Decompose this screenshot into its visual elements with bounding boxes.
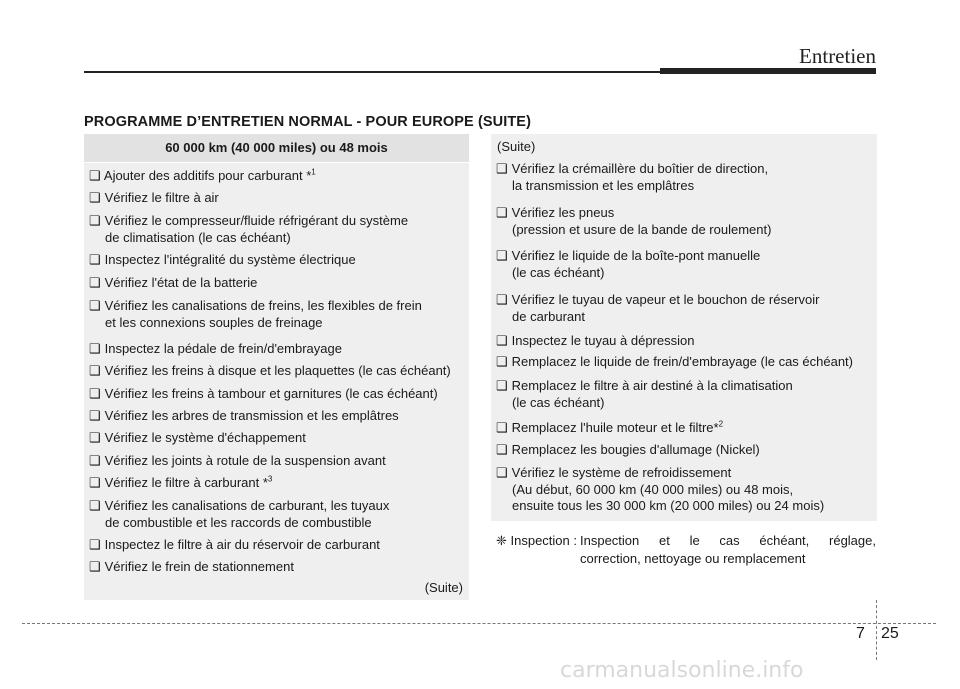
checklist-item xyxy=(496,248,760,281)
continued-from-label: (Suite) xyxy=(497,139,536,154)
checklist-item xyxy=(89,408,399,425)
checklist-item xyxy=(89,537,380,554)
checklist-item-text: Vérifiez les pneus xyxy=(508,205,615,220)
checkbox-icon: ❑ xyxy=(89,386,101,401)
checkbox-icon: ❑ xyxy=(496,333,508,348)
interval-heading: 60 000 km (40 000 miles) ou 48 mois xyxy=(84,134,469,163)
checklist-item xyxy=(496,161,768,194)
footnote-marker: 3 xyxy=(267,474,273,484)
checkbox-icon: ❑ xyxy=(89,213,101,228)
checkbox-icon: ❑ xyxy=(89,559,101,574)
section-title: PROGRAMME D’ENTRETIEN NORMAL - POUR EUROPE (SUITE) xyxy=(84,114,531,130)
checklist-item-text: Vérifiez les freins à disque et les plaquettes (le cas échéant) xyxy=(101,363,451,378)
watermark: carmanualsonline.info xyxy=(560,658,804,683)
checkbox-icon: ❑ xyxy=(496,465,508,480)
checkbox-icon: ❑ xyxy=(496,378,508,393)
chapter-header-title: Entretien xyxy=(799,44,876,68)
right-column xyxy=(491,134,877,521)
checklist-item-text: Vérifiez le filtre à carburant * xyxy=(101,475,268,490)
checklist-item xyxy=(496,442,760,459)
checkbox-icon: ❑ xyxy=(496,420,508,435)
checklist-item-text: Inspectez le filtre à air du réservoir de carburant xyxy=(101,537,380,552)
footer-dashed-divider xyxy=(876,600,877,660)
checklist-item-text: Remplacez le filtre à air destiné à la climatisation xyxy=(508,378,793,393)
checklist-item-text: Vérifiez le système d'échappement xyxy=(101,430,306,445)
checklist-item-continuation: (pression et usure de la bande de roulement) xyxy=(512,221,772,237)
checklist-item-text: Vérifiez les arbres de transmission et les emplâtres xyxy=(101,408,399,423)
page-number: 25 xyxy=(881,625,899,642)
header-rule xyxy=(84,71,660,73)
checklist-item xyxy=(496,354,853,371)
checklist-item-continuation: de carburant xyxy=(512,308,585,324)
checklist-item-text: Vérifiez les joints à rotule de la suspension avant xyxy=(101,453,386,468)
checklist-item-text: Vérifiez le compresseur/fluide réfrigérant du système xyxy=(101,213,409,228)
checkbox-icon: ❑ xyxy=(89,190,101,205)
checkbox-icon: ❑ xyxy=(89,430,101,445)
checkbox-icon: ❑ xyxy=(89,341,101,356)
checklist-item xyxy=(496,465,824,515)
checklist-item xyxy=(89,386,438,403)
checkbox-icon: ❑ xyxy=(89,408,101,423)
footnote-marker: 1 xyxy=(311,167,316,177)
checklist-item-continuation: de combustible et les raccords de combustible xyxy=(105,514,372,530)
chapter-number: 7 xyxy=(856,625,865,642)
checkbox-icon: ❑ xyxy=(89,537,101,552)
checklist-item xyxy=(496,205,771,238)
checklist-item xyxy=(496,333,694,350)
checkbox-icon: ❑ xyxy=(496,442,508,457)
checklist-item-text: Vérifiez les canalisations de freins, les flexibles de frein xyxy=(101,298,422,313)
checklist-item-text: Inspectez le tuyau à dépression xyxy=(508,333,695,348)
checkbox-icon: ❑ xyxy=(496,292,508,307)
checklist-item xyxy=(89,453,386,470)
checkbox-icon: ❑ xyxy=(496,248,508,263)
checkbox-icon: ❑ xyxy=(496,161,508,176)
checkbox-icon: ❑ xyxy=(89,275,101,290)
checklist-item-text: Remplacez l'huile moteur et le filtre* xyxy=(508,420,719,435)
checklist-item-text: Vérifiez le tuyau de vapeur et le bouchon de réservoir xyxy=(508,292,820,307)
checklist-item-text: Vérifiez les freins à tambour et garnitures (le cas échéant) xyxy=(101,386,438,401)
checklist-item-text: Remplacez le liquide de frein/d'embrayage (le cas échéant) xyxy=(508,354,854,369)
footnote-marker: 2 xyxy=(718,419,724,429)
note-line-1: Inspection et le cas échéant, réglage, xyxy=(580,533,876,548)
checkbox-icon: ❑ xyxy=(89,475,101,490)
checkbox-icon: ❑ xyxy=(89,298,101,313)
note-label: ❈ Inspection : xyxy=(496,533,577,548)
checklist-item xyxy=(496,420,723,437)
checklist-item xyxy=(89,341,342,358)
checkbox-icon: ❑ xyxy=(89,252,101,267)
checkbox-icon: ❑ xyxy=(496,205,508,220)
checkbox-icon: ❑ xyxy=(89,168,101,183)
checklist-item-continuation: la transmission et les emplâtres xyxy=(512,177,695,193)
checklist-item-continuation: (Au début, 60 000 km (40 000 miles) ou 48 mois, xyxy=(512,481,794,497)
checklist-item xyxy=(89,498,389,531)
checklist-item xyxy=(89,298,422,331)
checklist-item-text: Vérifiez les canalisations de carburant, les tuyaux xyxy=(101,498,390,513)
checklist-item xyxy=(89,363,451,380)
checklist-item xyxy=(89,559,294,576)
header-rule-thick xyxy=(660,68,876,74)
checkbox-icon: ❑ xyxy=(89,453,101,468)
checklist-item-text: Inspectez l'intégralité du système électrique xyxy=(101,252,356,267)
checklist-item-text: Inspectez la pédale de frein/d'embrayage xyxy=(101,341,342,356)
checklist-item-text: Vérifiez le filtre à air xyxy=(101,190,219,205)
checklist-item-continuation: (le cas échéant) xyxy=(512,394,605,410)
checklist-item-continuation: de climatisation (le cas échéant) xyxy=(105,229,291,245)
note-line-2: correction, nettoyage ou remplacement xyxy=(580,551,806,566)
checklist-item-text: Vérifiez le système de refroidissement xyxy=(508,465,732,480)
checklist-item xyxy=(496,378,793,411)
checklist-item-text: Remplacez les bougies d'allumage (Nickel) xyxy=(508,442,760,457)
checklist-item xyxy=(89,213,408,246)
checklist-item xyxy=(496,292,819,325)
continued-label: (Suite) xyxy=(424,580,463,595)
checklist-item xyxy=(89,430,306,447)
checklist-item-text: Vérifiez l'état de la batterie xyxy=(101,275,258,290)
checklist-item-text: Vérifiez le liquide de la boîte-pont manuelle xyxy=(508,248,761,263)
checklist-item xyxy=(89,252,356,269)
checklist-item xyxy=(89,275,257,292)
footer-dashed-rule xyxy=(22,623,936,624)
left-column xyxy=(84,134,469,600)
checklist-item-text: Ajouter des additifs pour carburant * xyxy=(101,168,312,183)
checklist-item-continuation: (le cas échéant) xyxy=(512,264,605,280)
checklist-item-text: Vérifiez la crémaillère du boîtier de direction, xyxy=(508,161,769,176)
checkbox-icon: ❑ xyxy=(89,363,101,378)
checkbox-icon: ❑ xyxy=(496,354,508,369)
checklist-item xyxy=(89,475,272,492)
checkbox-icon: ❑ xyxy=(89,498,101,513)
checklist-item-text: Vérifiez le frein de stationnement xyxy=(101,559,294,574)
checklist-item-continuation: et les connexions souples de freinage xyxy=(105,314,323,330)
checklist-item xyxy=(89,168,316,185)
checklist-item-continuation: ensuite tous les 30 000 km (20 000 miles) ou 24 mois) xyxy=(512,498,825,513)
checklist-item xyxy=(89,190,219,207)
